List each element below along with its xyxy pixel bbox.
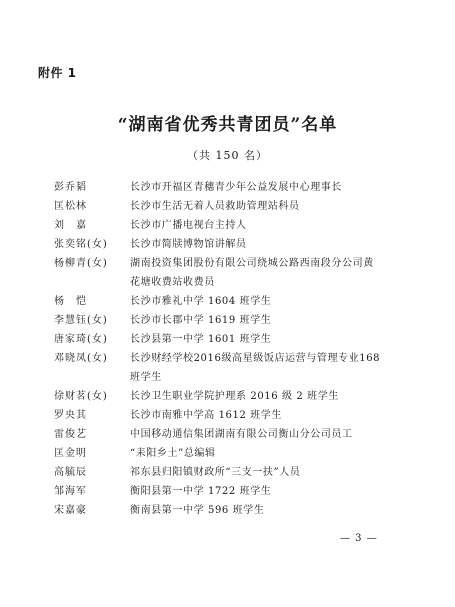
honoree-description: 衡南县第一中学 596 班学生	[130, 505, 265, 516]
honoree-description: “耒阳乡土”总编辑	[130, 448, 216, 459]
honoree-name: 彭乔韬	[54, 182, 87, 193]
honoree-name: 宋嘉豪	[54, 505, 87, 516]
honoree-description: 长沙市雅礼中学 1604 班学生	[130, 296, 272, 307]
honoree-description: 长沙市广播电视台主持人	[130, 220, 247, 231]
honoree-description: 湖南投资集团股份有限公司绕城公路西南段分公司黄	[130, 258, 374, 269]
honoree-description: 中国移动通信集团湖南有限公司衡山分公司员工	[130, 429, 353, 440]
list-item	[54, 482, 384, 501]
honoree-name: 高毓辰	[54, 467, 87, 478]
list-item	[54, 368, 384, 387]
honoree-description: 衡阳县第一中学 1722 班学生	[130, 486, 272, 497]
list-item	[54, 387, 384, 406]
name-spacer	[54, 368, 130, 387]
list-item	[54, 178, 384, 197]
honoree-list	[54, 178, 384, 520]
honoree-description: 花塘收费站收费员	[130, 277, 215, 288]
honoree-name: 徐财茗(女)	[54, 391, 108, 402]
honoree-name: 邹海军	[54, 486, 87, 497]
honoree-description: 祁东县归阳镇财政所“三支一扶”人员	[130, 467, 301, 478]
honoree-description: 长沙市南雅中学高 1612 班学生	[130, 410, 283, 421]
honoree-description: 长沙市简牍博物馆讲解员	[130, 239, 247, 250]
honoree-description: 长沙市长郡中学 1619 班学生	[130, 315, 272, 326]
honoree-name: 匡金明	[54, 448, 87, 459]
list-item	[54, 349, 384, 368]
honoree-name: 匡松林	[54, 201, 87, 212]
page-number: — 3 —	[340, 533, 378, 544]
honoree-name: 邓晓凤(女)	[54, 353, 108, 364]
honoree-description: 长沙市开福区青穗青少年公益发展中心理事长	[130, 182, 342, 193]
honoree-description: 长沙卫生职业学院护理系 2016 级 2 班学生	[130, 391, 339, 402]
honoree-name: 杨 恺	[54, 296, 87, 307]
honoree-name: 罗央其	[54, 410, 87, 421]
list-item	[54, 311, 384, 330]
honoree-name: 李慧钰(女)	[54, 315, 108, 326]
honoree-description: 班学生	[130, 372, 162, 383]
honoree-name: 张奕铭(女)	[54, 239, 108, 250]
honoree-description: 长沙财经学校2016级高星级饭店运营与管理专业168	[130, 353, 381, 364]
honoree-name: 杨柳青(女)	[54, 258, 108, 269]
list-item	[54, 463, 384, 482]
honoree-name: 雷俊艺	[54, 429, 87, 440]
list-item	[54, 444, 384, 463]
list-item	[54, 254, 384, 273]
list-item	[54, 425, 384, 444]
list-item	[54, 235, 384, 254]
list-item	[54, 273, 384, 292]
document-title: “湖南省优秀共青团员”名单	[117, 115, 338, 135]
list-item	[54, 292, 384, 311]
honoree-name: 唐家琦(女)	[54, 334, 108, 345]
list-item	[54, 197, 384, 216]
list-item	[54, 216, 384, 235]
list-item	[54, 330, 384, 349]
name-spacer	[54, 273, 130, 292]
honoree-name: 刘 嘉	[54, 220, 87, 231]
honoree-description: 长沙市生活无着人员救助管理站科员	[130, 201, 300, 212]
document-subtitle: （共 150 名）	[187, 149, 268, 162]
list-item	[54, 501, 384, 520]
honoree-description: 长沙县第一中学 1601 班学生	[130, 334, 272, 345]
list-item	[54, 406, 384, 425]
attachment-label: 附件 1	[38, 66, 77, 80]
